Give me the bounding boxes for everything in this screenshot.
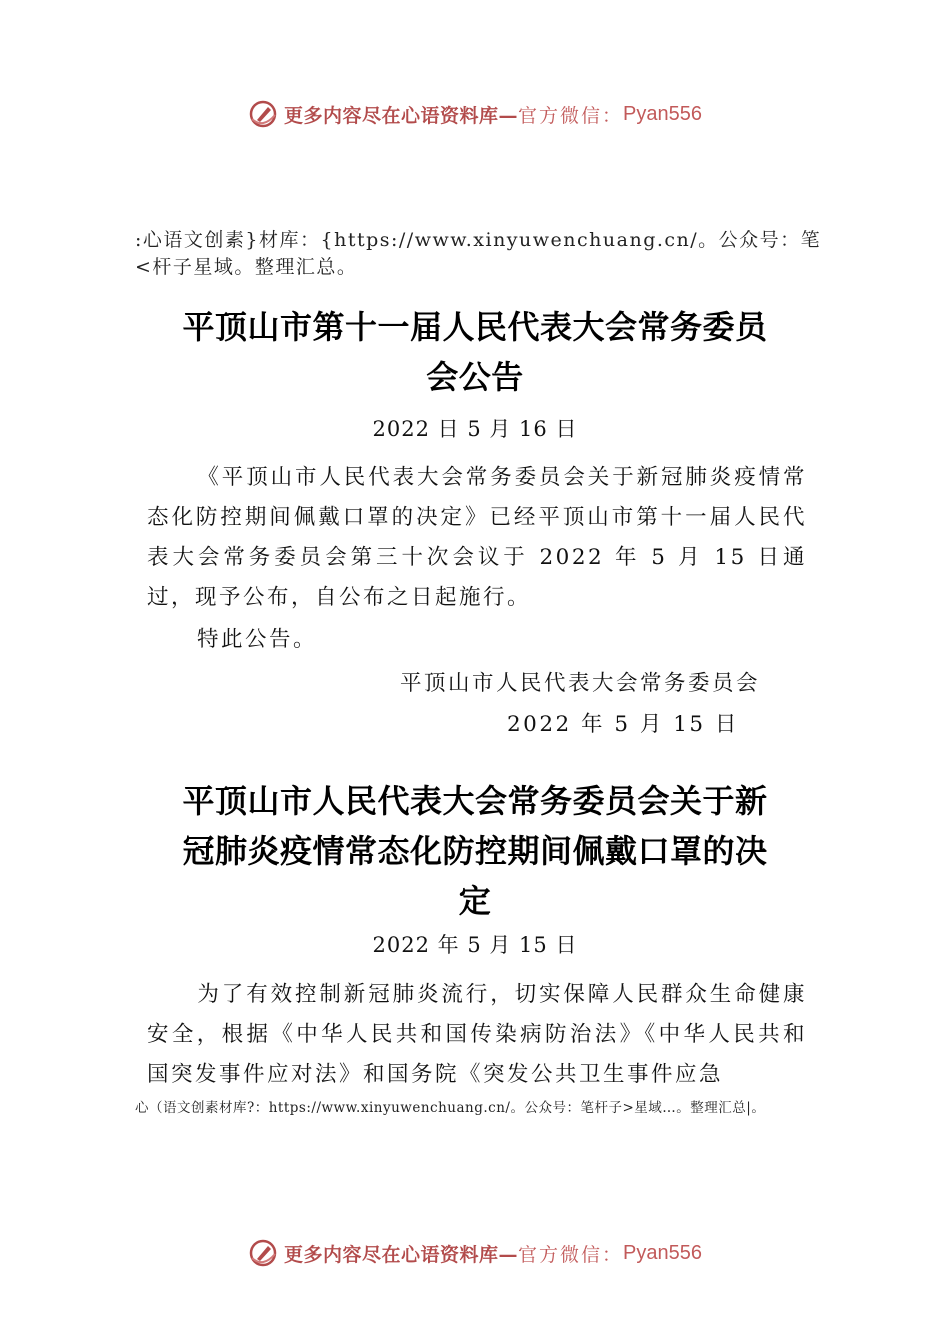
announcement-body	[147, 458, 807, 618]
banner-text: 更多内容尽在心语资料库—	[284, 104, 519, 127]
banner-wechat-label: 官方微信：	[518, 1243, 624, 1266]
decision-title-line: 冠肺炎疫情常态化防控期间佩戴口罩的决	[182, 832, 768, 870]
announcement-body-text: 《平顶山市人民代表大会常务委员会关于新冠肺炎疫情常态化防控期间佩戴口罩的决定》已经平顶山市第十一届人民代表大会常务委员会第三十次会议于 2022 年 5 月 15 日通过，现予公布，自公布之日起施行。	[147, 465, 807, 610]
announcement-title	[120, 302, 830, 402]
announcement-title-line: 会公告	[426, 358, 524, 396]
decision-body	[147, 975, 807, 1095]
footer-banner	[0, 1233, 950, 1273]
decision-title	[120, 776, 830, 926]
banner-text: 更多内容尽在心语资料库—	[284, 1243, 519, 1266]
pen-logo-icon	[248, 1238, 278, 1268]
footer-note: 心（语文创素材库?：https://www.xinyuwenchuang.cn/。公众号：笔杆子>星域…。整理汇总|。	[135, 1100, 766, 1116]
decision-title-line: 定	[458, 882, 492, 920]
header-banner	[0, 94, 950, 134]
pen-logo-icon	[248, 99, 278, 129]
announcement-title-line: 平顶山市第十一届人民代表大会常务委员	[182, 308, 768, 346]
source-note: :心语文创素}材库：{https://www.xinyuwenchuang.cn/。公众号：笔<杆子星域。整理汇总。	[135, 229, 822, 278]
decision-body-text: 为了有效控制新冠肺炎流行，切实保障人民群众生命健康安全，根据《中华人民共和国传染病防治法》《中华人民共和国突发事件应对法》和国务院《突发公共卫生事件应急	[147, 982, 807, 1087]
announcement-signature-date: 2022 年 5 月 15 日	[507, 712, 739, 737]
decision-title-line: 平顶山市人民代表大会常务委员会关于新	[182, 782, 768, 820]
announcement-closing: 特此公告。	[197, 627, 318, 652]
banner-wechat-id: Pyan556	[623, 1241, 702, 1264]
announcement-signature: 平顶山市人民代表大会常务委员会	[400, 671, 761, 696]
announcement-date: 2022 日 5 月 16 日	[372, 417, 578, 441]
decision-date: 2022 年 5 月 15 日	[372, 933, 578, 957]
banner-wechat-id: Pyan556	[623, 102, 702, 125]
banner-wechat-label: 官方微信：	[518, 104, 624, 127]
